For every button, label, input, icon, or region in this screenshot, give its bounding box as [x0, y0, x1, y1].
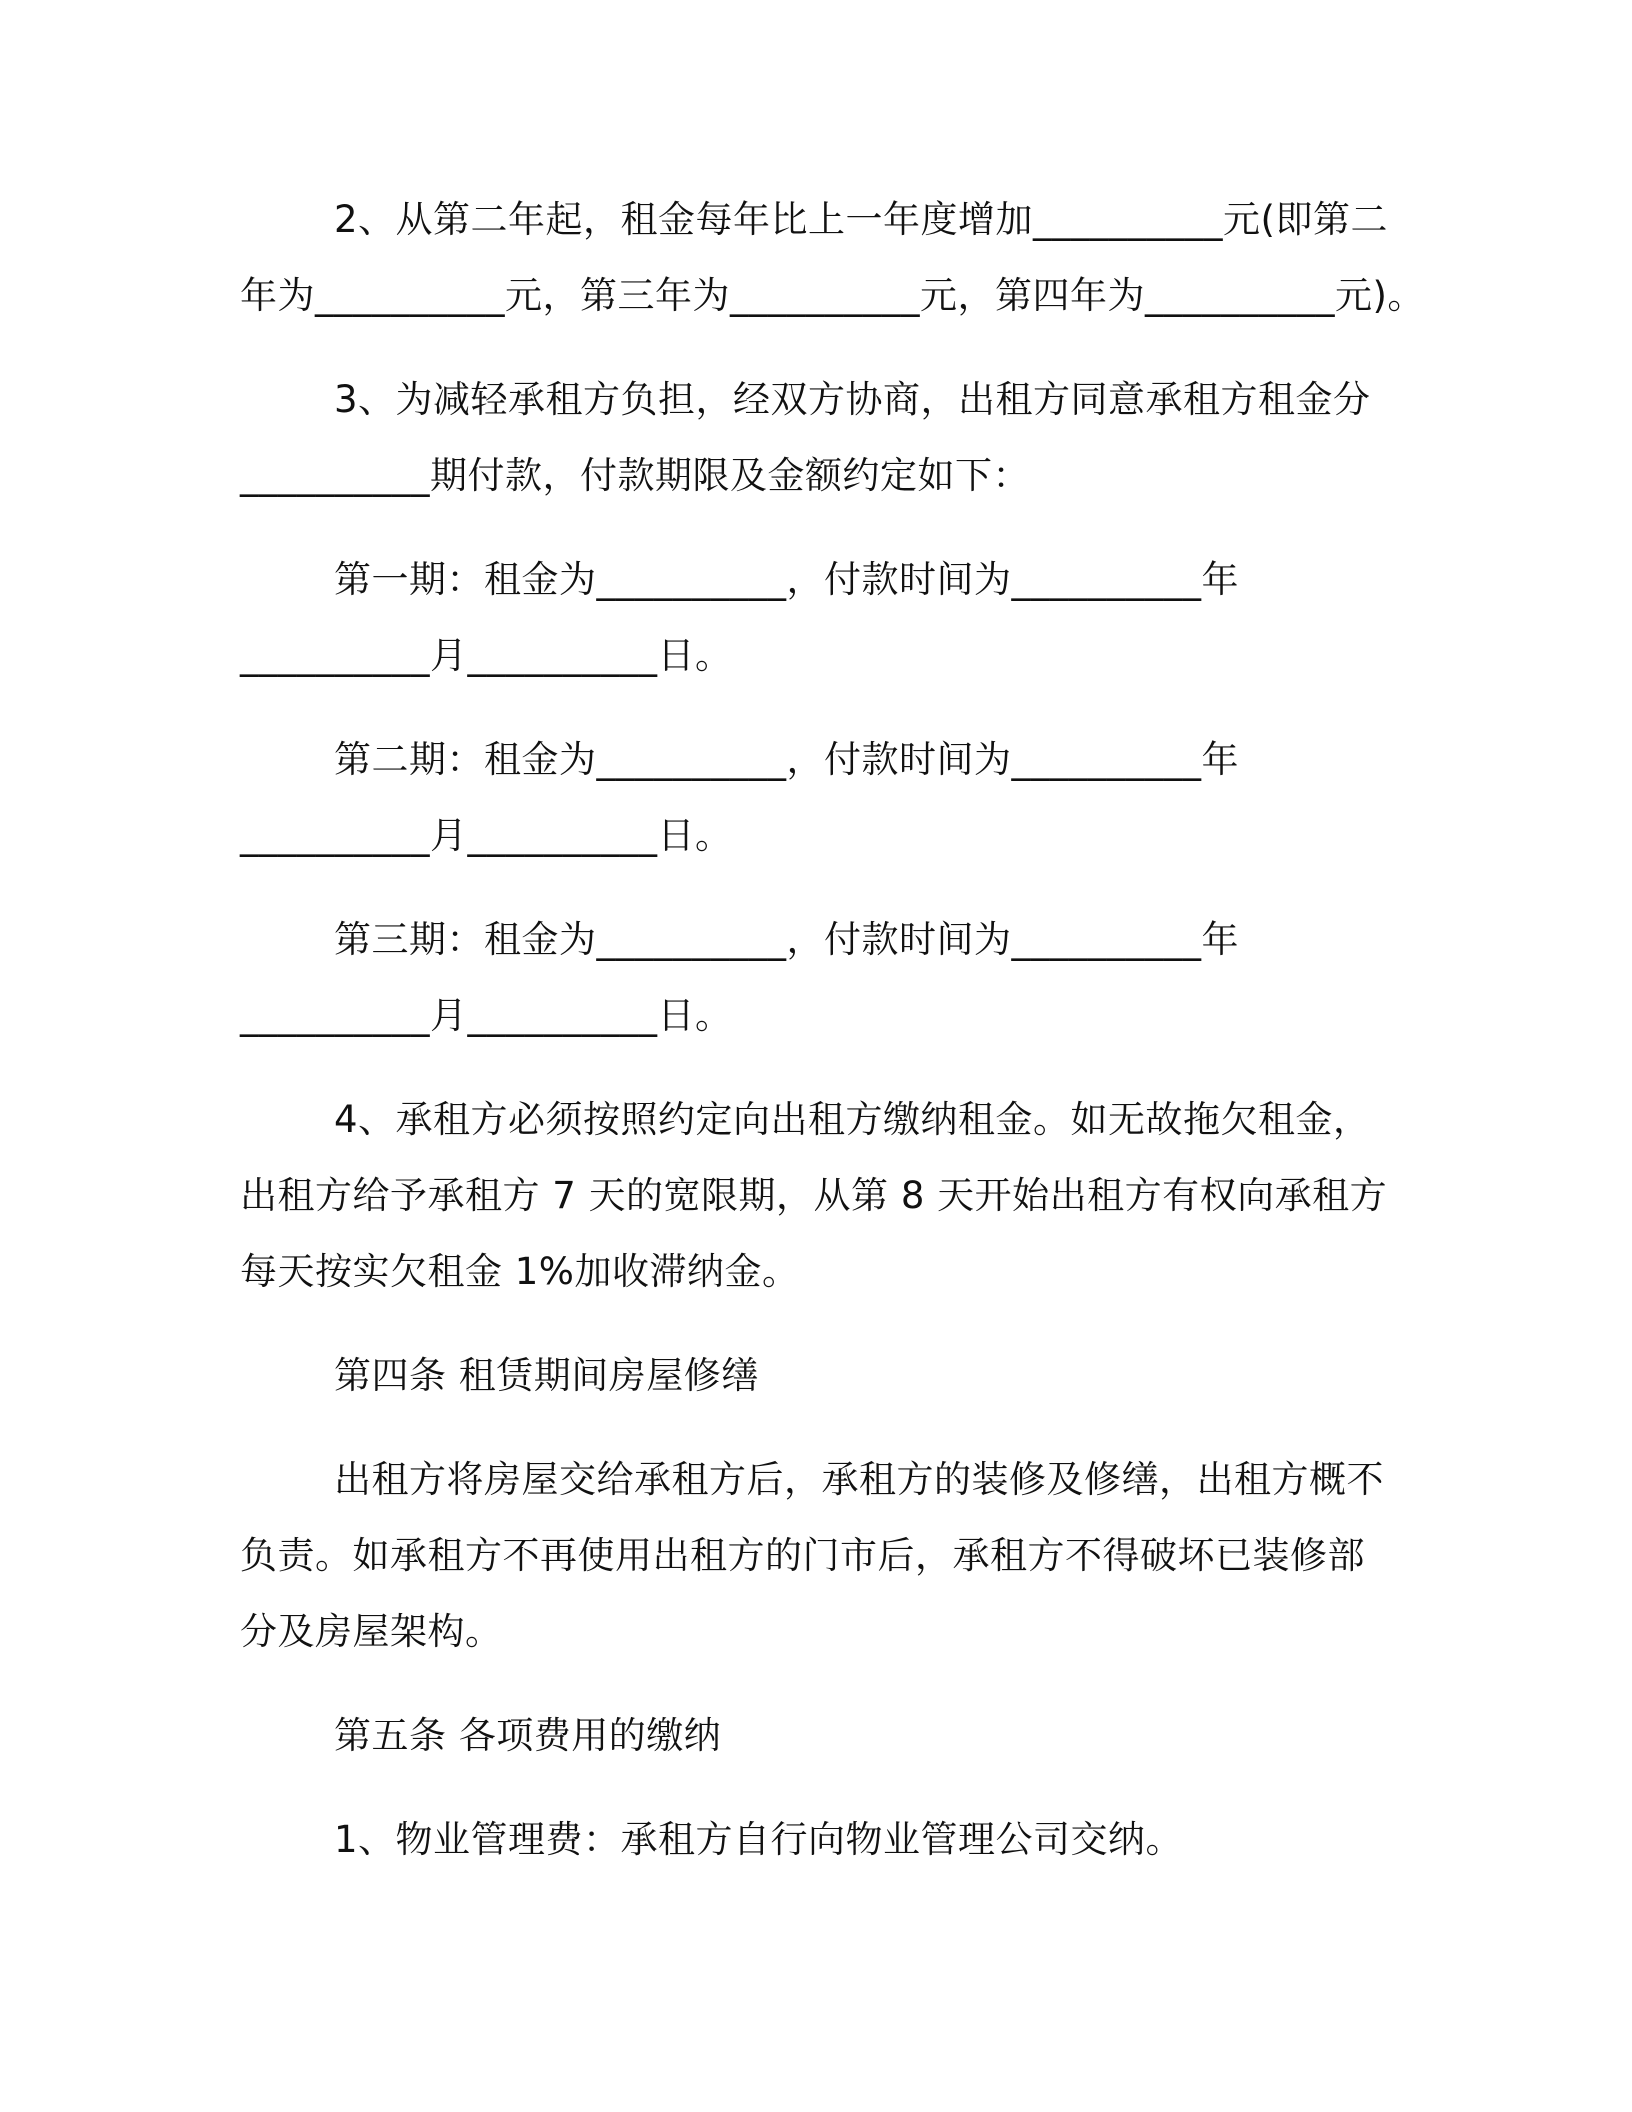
- clause-3-4-line-1: 4、承租方必须按照约定向出租方缴纳租金。如无故拖欠租金，: [334, 1098, 1371, 1141]
- installment-3-line-2: __________月__________日。: [240, 994, 733, 1037]
- clause-3-4-line-2: 出租方给予承租方 7 天的宽限期，从第 8 天开始出租方有权向承租方: [240, 1174, 1388, 1217]
- clause-3-3-line-1: 3、为减轻承租方负担，经双方协商，出租方同意承租方租金分: [334, 378, 1371, 421]
- article-5-clause-1: 1、物业管理费：承租方自行向物业管理公司交纳。: [334, 1818, 1184, 1861]
- clause-3-4-line-3: 每天按实欠租金 1%加收滞纳金。: [240, 1250, 800, 1293]
- installment-1-line-1: 第一期：租金为__________，付款时间为__________年: [334, 558, 1239, 601]
- clause-3-2-line-2: 年为__________元，第三年为__________元，第四年为__________元)。: [240, 274, 1425, 317]
- installment-2-line-1: 第二期：租金为__________，付款时间为__________年: [334, 738, 1239, 781]
- article-4-body-line-1: 出租方将房屋交给承租方后，承租方的装修及修缮，出租方概不: [334, 1458, 1384, 1501]
- clause-3-3-line-2: __________期付款，付款期限及金额约定如下：: [240, 454, 1030, 497]
- clause-3-2-line-1: 2、从第二年起，租金每年比上一年度增加__________元(即第二: [334, 198, 1388, 241]
- article-5-heading: 第五条 各项费用的缴纳: [334, 1714, 722, 1757]
- installment-3-line-1: 第三期：租金为__________，付款时间为__________年: [334, 918, 1239, 961]
- article-4-body-line-3: 分及房屋架构。: [240, 1610, 503, 1653]
- installment-2-line-2: __________月__________日。: [240, 814, 733, 857]
- article-4-body-line-2: 负责。如承租方不再使用出租方的门市后，承租方不得破坏已装修部: [240, 1534, 1365, 1577]
- installment-1-line-2: __________月__________日。: [240, 634, 733, 677]
- article-4-heading: 第四条 租赁期间房屋修缮: [334, 1354, 759, 1397]
